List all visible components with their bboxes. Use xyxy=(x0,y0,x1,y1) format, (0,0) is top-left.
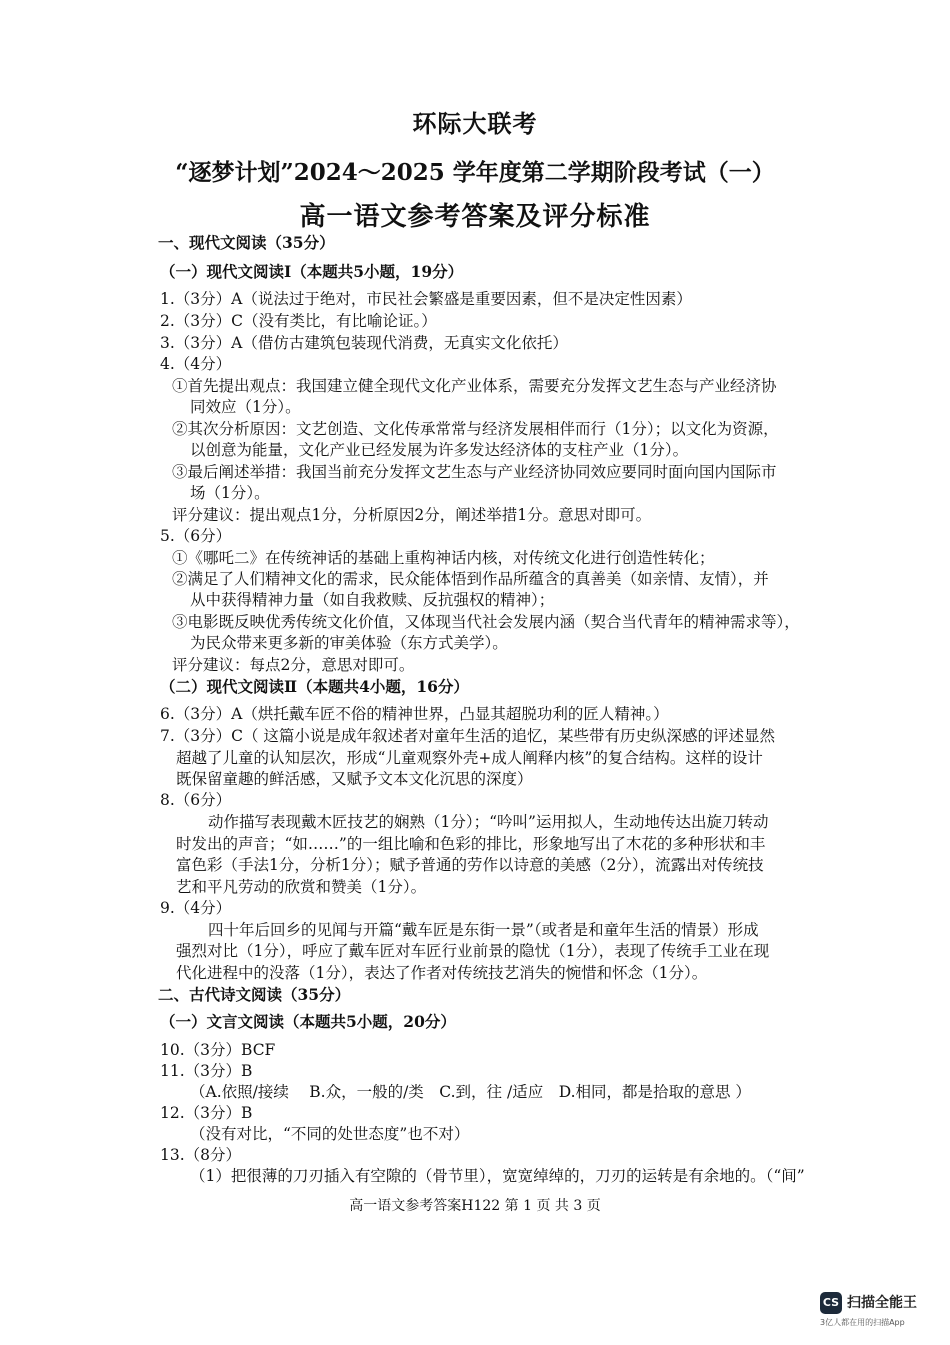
answer-line: 以创意为能量，文化产业已经发展为许多发达经济体的支柱产业（1分）。 xyxy=(190,441,689,459)
answer-line: 富色彩（手法1分，分析1分）；赋予普通的劳作以诗意的美感（2分），流露出对传统技 xyxy=(176,856,764,874)
org-title: 环际大联考 xyxy=(412,109,538,138)
answer-line: 10.（3分）BCF xyxy=(160,1041,276,1059)
answer-line: 场（1分）。 xyxy=(190,484,270,502)
answer-line: 同效应（1分）。 xyxy=(190,398,301,416)
answer-line: 为民众带来更多新的审美体验（东方式美学）。 xyxy=(190,634,508,652)
answer-line: ①首先提出观点：我国建立健全现代文化产业体系，需要充分发挥文艺生态与产业经济协 xyxy=(172,377,777,395)
subsection-heading: （二）现代文阅读Ⅱ（本题共4小题，16分） xyxy=(160,677,469,696)
subsection-heading: （一）文言文阅读（本题共5小题，20分） xyxy=(160,1012,456,1031)
answer-line: （没有对比，“不同的处世态度”也不对） xyxy=(190,1125,470,1143)
answer-line: 既保留童趣的鲜活感，又赋予文本文化沉思的深度） xyxy=(176,770,533,788)
answer-line: 强烈对比（1分），呼应了戴车匠对车匠行业前景的隐忧（1分），表现了传统手工业在现 xyxy=(176,942,770,960)
page-footer: 高一语文参考答案H122 第 1 页 共 3 页 xyxy=(349,1198,601,1214)
answer-line: ①《哪吒二》在传统神话的基础上重构神话内核，对传统文化进行创造性转化； xyxy=(172,549,715,567)
answer-line: 动作描写表现戴木匠技艺的娴熟（1分）；“吟叫”运用拟人，生动地传达出旋刀转动 xyxy=(208,813,769,831)
scanner-watermark xyxy=(820,1290,940,1330)
answer-line: 时发出的声音；“如……”的一组比喻和色彩的排比，形象地写出了木花的多种形状和丰 xyxy=(176,835,766,853)
answer-line: ③最后阐述举措：我国当前充分发挥文艺生态与产业经济协同效应要同时面向国内国际市 xyxy=(172,463,777,481)
answer-line: 4.（4分） xyxy=(160,355,232,373)
answer-line: 11.（3分）B xyxy=(160,1062,253,1080)
answer-line: 8.（6分） xyxy=(160,791,232,809)
watermark-brand: 扫描全能王 xyxy=(847,1295,917,1311)
answer-line: 13.（8分） xyxy=(160,1146,242,1164)
subsection-heading: （一）现代文阅读Ⅰ（本题共5小题，19分） xyxy=(160,262,464,281)
watermark-tagline: 3亿人都在用的扫描App xyxy=(820,1318,905,1327)
answer-line: 代化进程中的没落（1分），表达了作者对传统技艺消失的惋惜和怀念（1分）。 xyxy=(176,964,708,982)
doc-title: 高一语文参考答案及评分标准 xyxy=(299,202,651,232)
answer-line: 从中获得精神力量（如自我救赎、反抗强权的精神）； xyxy=(190,591,555,609)
answer-line: 1.（3分）A（说法过于绝对，市民社会繁盛是重要因素，但不是决定性因素） xyxy=(160,290,692,308)
answer-line: （A.依照/接续 B.众，一般的/类 C.到，往 /适应 D.相同，都是拾取的意思 ） xyxy=(190,1083,751,1101)
answer-line: 9.（4分） xyxy=(160,899,232,917)
answer-line: 7.（3分）C（ 这篇小说是成年叙述者对童年生活的追忆，某些带有历史纵深感的评述显然 xyxy=(160,727,775,745)
answer-line: 超越了儿童的认知层次，形成“儿童观察外壳+成人阐释内核”的复合结构。这样的设计 xyxy=(176,749,763,767)
answer-line: 5.（6分） xyxy=(160,527,232,545)
camscanner-logo-icon: CS xyxy=(820,1292,842,1314)
answer-line: ③电影既反映优秀传统文化价值，又体现当代社会发展内涵（契合当代青年的精神需求等）， xyxy=(172,613,800,631)
scoring-note: 评分建议：提出观点1分，分析原因2分，阐述举措1分。意思对即可。 xyxy=(172,506,652,524)
section-heading: 一、现代文阅读（35分） xyxy=(158,233,335,252)
answer-line: 3.（3分）A（借仿古建筑包装现代消费，无真实文化依托） xyxy=(160,334,568,352)
answer-line: ②其次分析原因：文艺创造、文化传承常常与经济发展相伴而行（1分）；以文化为资源， xyxy=(172,420,779,438)
scoring-note: 评分建议：每点2分，意思对即可。 xyxy=(172,656,415,674)
answer-line: 四十年后回乡的见闻与开篇“戴车匠是东街一景”（或者是和童年生活的情景）形成 xyxy=(208,921,759,939)
section-heading: 二、古代诗文阅读（35分） xyxy=(158,985,351,1004)
answer-line: 6.（3分）A（烘托戴车匠不俗的精神世界，凸显其超脱功利的匠人精神。） xyxy=(160,705,669,723)
answer-line: （1）把很薄的刀刃插入有空隙的（骨节里），宽宽绰绰的，刀刃的运转是有余地的。（“间” xyxy=(190,1167,805,1185)
answer-line: 艺和平凡劳动的欣赏和赞美（1分）。 xyxy=(176,878,427,896)
answer-line: 2.（3分）C（没有类比，有比喻论证。） xyxy=(160,312,437,330)
answer-line: 12.（3分）B xyxy=(160,1104,253,1122)
answer-line: ②满足了人们精神文化的需求，民众能体悟到作品所蕴含的真善美（如亲情、友情），并 xyxy=(172,570,769,588)
exam-title: “逐梦计划”2024～2025 学年度第二学期阶段考试（一） xyxy=(175,159,775,186)
